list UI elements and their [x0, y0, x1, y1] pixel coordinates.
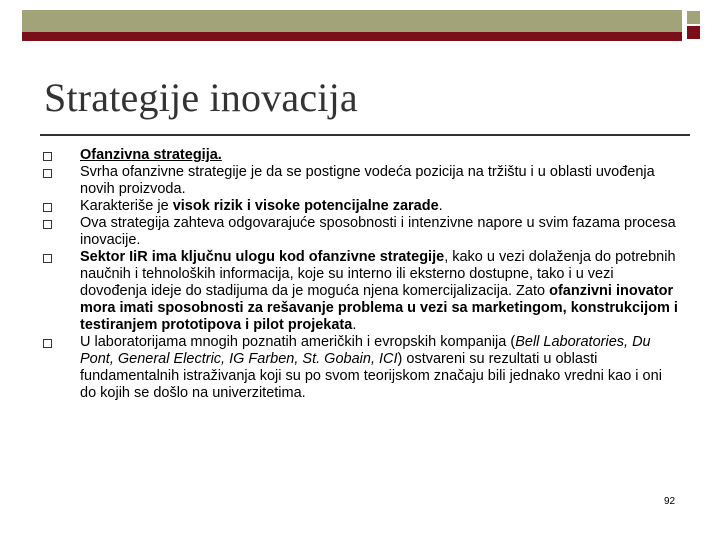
- bullet-text: Karakteriše je visok rizik i visoke potencijalne zarade.: [80, 198, 443, 214]
- bullet-list: [40, 147, 680, 402]
- square-bullet-icon: [43, 220, 52, 229]
- bullet-text: U laboratorijama mnogih poznatih američkih i evropskih kompanija (Bell Laboratories, Du Pont, General Electric, IG Farben, St. Gobain, ICI) ostvareni su rezultati u oblasti fundamentalnih istraživanja koji su po svom teorijskom značaju bili jednako vredni kao i oni do kojih se došlo na univerzitetima.: [80, 334, 662, 401]
- corner-square-top: [686, 10, 701, 25]
- square-bullet-icon: [43, 203, 52, 212]
- header-band-red: [22, 32, 682, 41]
- bullet-text: Svrha ofanzivne strategije je da se postigne vodeća pozicija na tržištu i u oblasti uvođenja novih proizvoda.: [80, 164, 655, 197]
- bullet-text: Ova strategija zahteva odgovarajuće sposobnosti i intenzivne napore u svim fazama procesa inovacije.: [80, 215, 676, 248]
- bullet-item-1: [40, 147, 680, 164]
- bullet-item-4: [40, 215, 680, 249]
- bullet-item-3: [40, 198, 680, 215]
- bullet-heading: Ofanzivna strategija.: [80, 147, 222, 163]
- square-bullet-icon: [43, 152, 52, 161]
- bullet-item-2: [40, 164, 680, 198]
- bullet-item-6: [40, 334, 680, 402]
- square-bullet-icon: [43, 169, 52, 178]
- corner-square-bottom: [686, 25, 701, 40]
- slide-title: Strategije inovacija: [44, 75, 358, 120]
- bullet-text: Sektor IiR ima ključnu ulogu kod ofanzivne strategije, kako u vezi dolaženja do potrebnih naučnih i tehnoloških informacija, koje su interno ili eksterno dostupne, tako i u vezi dovođenja ideje do stadijuma da je moguća njena komercijalizacija. Zato ofanzivni inovator mora imati sposobnosti za rešavanje problema u vezi sa marketingom, konstrukcijom i testiranjem prototipova i pilot projekata.: [80, 249, 678, 333]
- header-band-olive: [22, 10, 682, 32]
- square-bullet-icon: [43, 254, 52, 263]
- title-divider: [40, 134, 690, 136]
- square-bullet-icon: [43, 339, 52, 348]
- page-number: 92: [664, 496, 676, 507]
- bullet-item-5: [40, 249, 680, 334]
